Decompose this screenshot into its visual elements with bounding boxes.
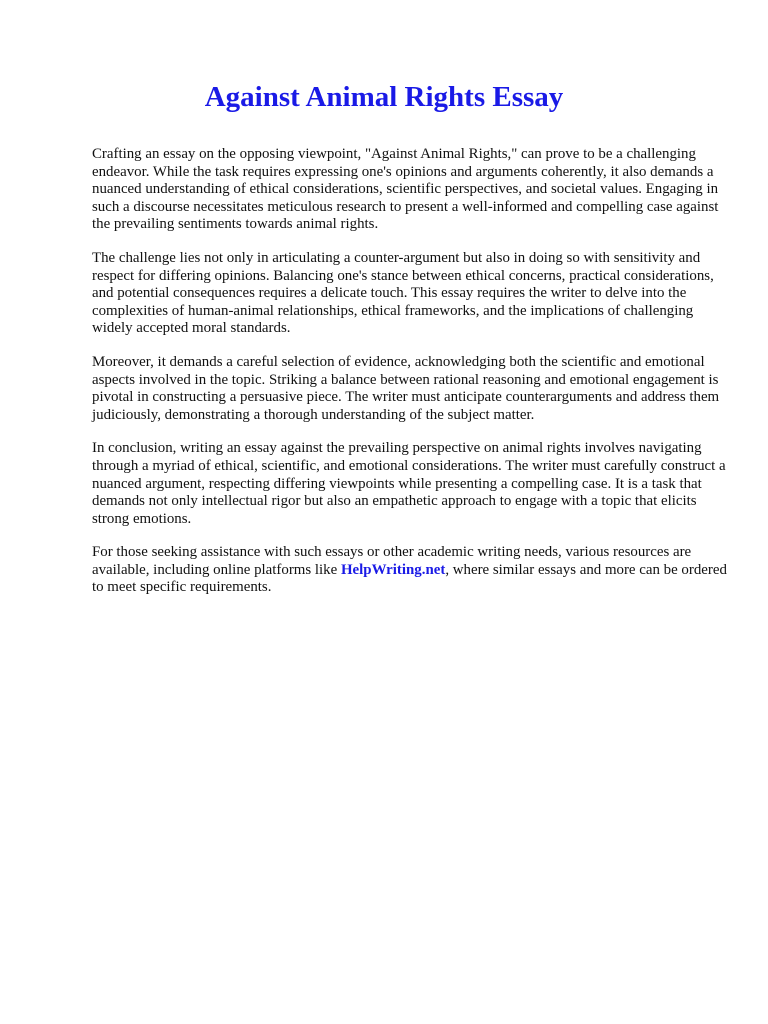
- paragraph-intro: Crafting an essay on the opposing viewpoint, "Against Animal Rights," can prove to be a challenging endeavor. While the task requires expressing one's opinions and arguments coherently, it also demands a nuanced understanding of ethical considerations, scientific perspectives, and societal values. Engaging in such a discourse necessitates meticulous research to present a well-informed and compelling case against the prevailing sentiments towards animal rights.: [92, 146, 719, 233]
- paragraph-evidence: Moreover, it demands a careful selection of evidence, acknowledging both the scientific and emotional aspects involved in the topic. Striking a balance between rational reasoning and emotional engagement is pivotal in constructing a persuasive piece. The writer must anticipate counterarguments and address them judiciously, demonstrating a thorough understanding of the subject matter.: [92, 353, 720, 423]
- closing-text-after: , where similar essays and more can be ordered to meet specific requirements.: [92, 561, 727, 596]
- helpwriting-link[interactable]: HelpWriting.net: [340, 561, 446, 578]
- page-title: Against Animal Rights Essay: [204, 81, 564, 113]
- paragraph-conclusion: In conclusion, writing an essay against the prevailing perspective on animal rights involves navigating through a myriad of ethical, scientific, and emotional considerations. The writer must carefully construct a nuanced argument, respecting differing viewpoints while presenting a compelling case. It is a task that demands not only intellectual rigor but also an empathetic approach to engage with a topic that elicits strong emotions.: [92, 440, 726, 527]
- closing-text-before: For those seeking assistance with such essays or other academic writing needs, various resources are available, including online platforms like: [92, 544, 692, 578]
- paragraph-closing: [92, 544, 728, 597]
- paragraph-challenge: The challenge lies not only in articulating a counter-argument but also in doing so with sensitivity and respect for differing opinions. Balancing one's stance between ethical concerns, practical considerations, and potential consequences requires a delicate touch. This essay requires the writer to delve into the complexities of human-animal relationships, ethical frameworks, and the implications of challenging widely accepted moral standards.: [92, 249, 714, 337]
- essay-body: [92, 146, 728, 613]
